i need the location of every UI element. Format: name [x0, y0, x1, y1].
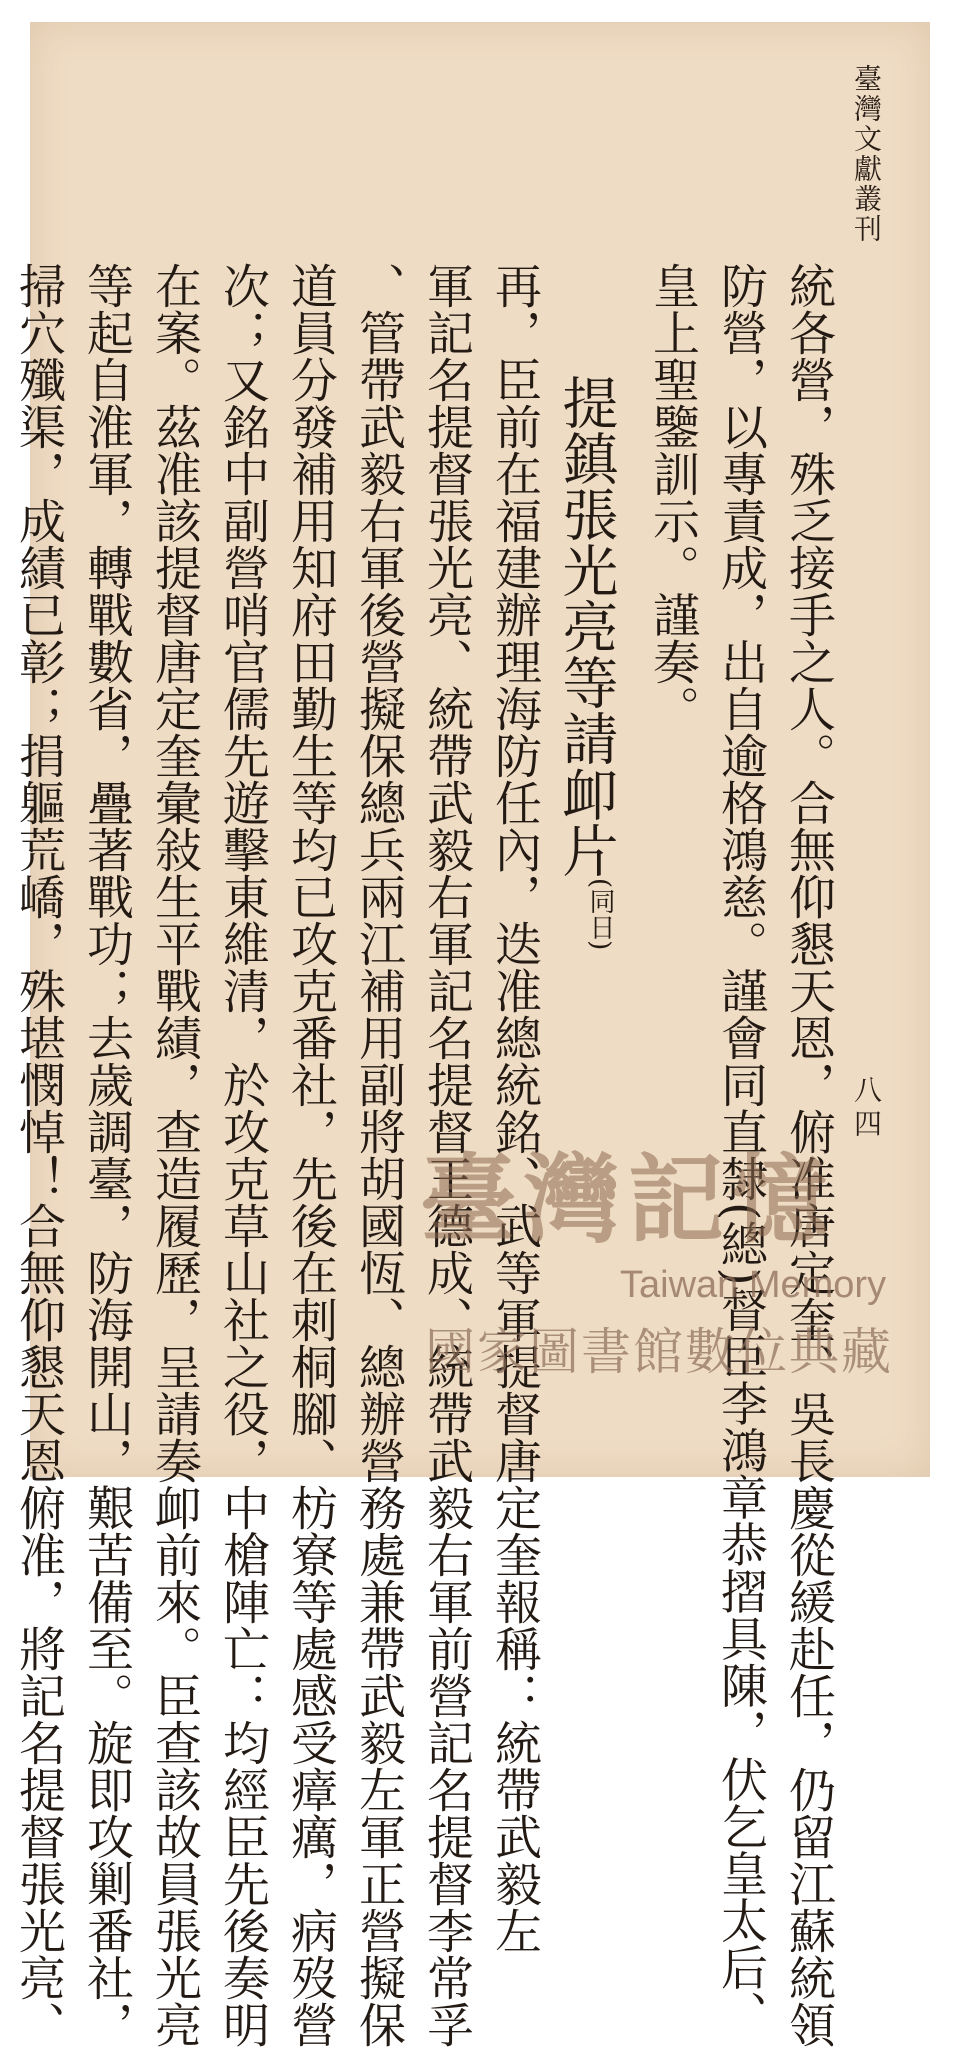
series-title: 臺灣文獻叢刊 — [850, 64, 883, 244]
text-column: 防營，以專責成，出自逾格鴻慈。謹會同直隸(總)督臣李鴻章恭摺具陳，伏乞皇太后、 — [713, 262, 768, 2038]
watermark-chinese: 國家圖書館數位典藏 — [425, 1323, 893, 1381]
watermark-english: Taiwan Memory — [620, 1264, 887, 1306]
text-column: 等起自淮軍，轉戰數省，疊著戰功；去歲調臺，防海開山，艱苦備至。旋即攻剿番社， — [79, 262, 134, 2048]
text-column: 軍記名提督張光亮、統帶武毅右軍記名提督王德成、統帶武毅右軍前營記名提督李常孚 — [419, 262, 474, 2048]
text-column: 統各營，殊乏接手之人。合無仰懇天恩，俯准唐定奎、吳長慶從緩赴任，仍留江蘇統領 — [781, 262, 836, 2048]
text-column: 皇上聖鑒訓示。謹奏。 — [645, 262, 700, 732]
text-column: 道員分發補用知府田勤生等均已攻克番社，先後在刺桐腳、枋寮等處感受瘴癘，病歿營 — [283, 262, 338, 2048]
title-note: (同日) — [585, 878, 615, 951]
section-title-text: 提鎮張光亮等請卹片 — [553, 374, 619, 878]
section-title — [553, 374, 628, 1372]
document-page — [11, 22, 930, 2048]
page-number: 八四 — [850, 1075, 883, 1143]
text-column: 次；又銘中副營哨官儒先遊擊東維清，於攻克草山社之役，中槍陣亡：均經臣先後奏明 — [215, 262, 270, 2048]
text-column: 掃穴殲渠，成績已彰；捐軀荒嶠，殊堪憫悼！合無仰懇天恩俯准，將記名提督張光亮、 — [11, 262, 66, 2048]
body-text — [11, 262, 836, 2048]
watermark-logo: 臺灣記憶 — [420, 1143, 836, 1256]
text-column: 在案。茲准該提督唐定奎彙敍生平戰績，查造履歷，呈請奏卹前來。臣查該故員張光亮 — [147, 262, 202, 2048]
text-column: 再，臣前在福建辦理海防任內，迭准總統銘、武等軍提督唐定奎報稱：統帶武毅左 — [487, 262, 542, 1954]
text-column: 、管帶武毅右軍後營擬保總兵兩江補用副將胡國恆、總辦營務處兼帶武毅左軍正營擬保 — [351, 262, 406, 2048]
